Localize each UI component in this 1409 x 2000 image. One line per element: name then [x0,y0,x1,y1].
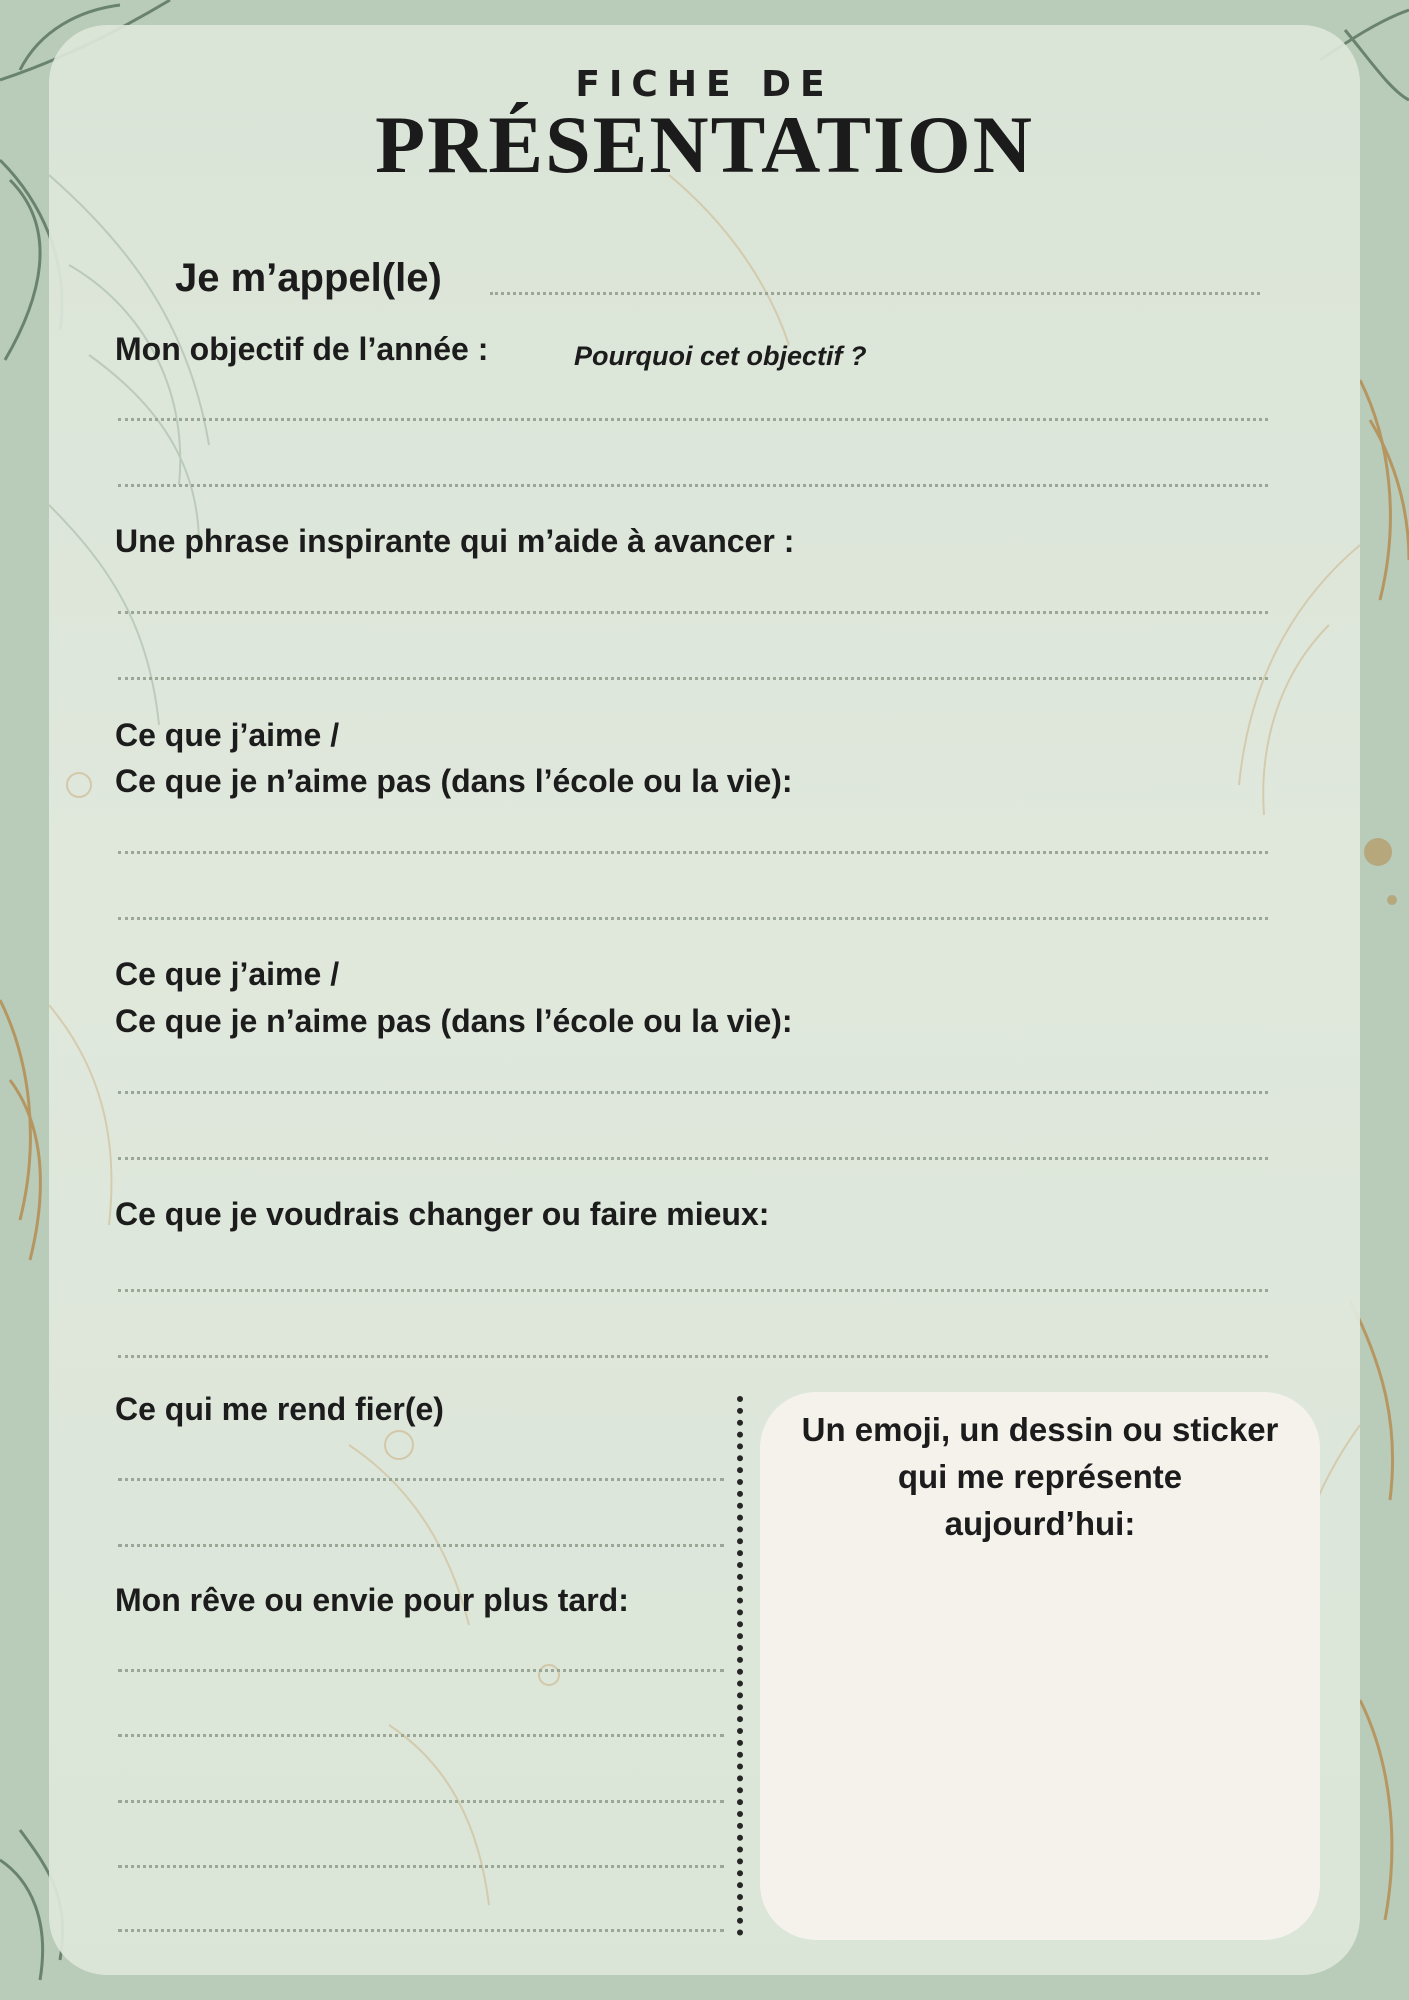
dream-line-2[interactable] [118,1734,724,1737]
proud-line-2[interactable] [118,1544,724,1547]
goal-line-1[interactable] [118,418,1268,421]
likes-2-label-line2: Ce que je n’aime pas (dans l’école ou la vie): [115,1003,793,1039]
quote-line-2[interactable] [118,677,1268,680]
likes-1-line-2[interactable] [118,917,1268,920]
dream-line-5[interactable] [118,1929,724,1932]
likes-1-label-line2: Ce que je n’aime pas (dans l’école ou la vie): [115,763,793,799]
dream-label: Mon rêve ou envie pour plus tard: [115,1582,629,1618]
why-label: Pourquoi cet objectif ? [574,341,867,371]
dream-line-4[interactable] [118,1865,724,1868]
quote-line-1[interactable] [118,611,1268,614]
vertical-dotted-divider [737,1396,743,1936]
likes-2-line-1[interactable] [118,1091,1268,1094]
title-fiche-de: FICHE DE [575,64,834,105]
name-input-line[interactable] [490,292,1260,295]
likes-1-label-line1: Ce que j’aime / [115,717,340,753]
likes-1-line-1[interactable] [118,851,1268,854]
likes-2-label-line1: Ce que j’aime / [115,956,340,992]
dream-line-1[interactable] [118,1669,724,1672]
quote-label: Une phrase inspirante qui m’aide à avancer : [115,523,795,559]
proud-line-1[interactable] [118,1478,724,1481]
improve-label: Ce que je voudrais changer ou faire mieux: [115,1196,770,1232]
emoji-box-text: Un emoji, un dessin ou sticker qui me représente aujourd’hui: [801,1411,1279,1542]
goal-label: Mon objectif de l’année : [115,331,489,367]
emoji-drawing-box[interactable] [760,1392,1320,1940]
improve-line-2[interactable] [118,1355,1268,1358]
proud-label: Ce qui me rend fier(e) [115,1391,444,1427]
dream-line-3[interactable] [118,1800,724,1803]
goal-line-2[interactable] [118,484,1268,487]
improve-line-1[interactable] [118,1289,1268,1292]
title-presentation: PRÉSENTATION [375,99,1034,190]
likes-2-line-2[interactable] [118,1157,1268,1160]
name-label: Je m’appel(le) [175,256,442,300]
